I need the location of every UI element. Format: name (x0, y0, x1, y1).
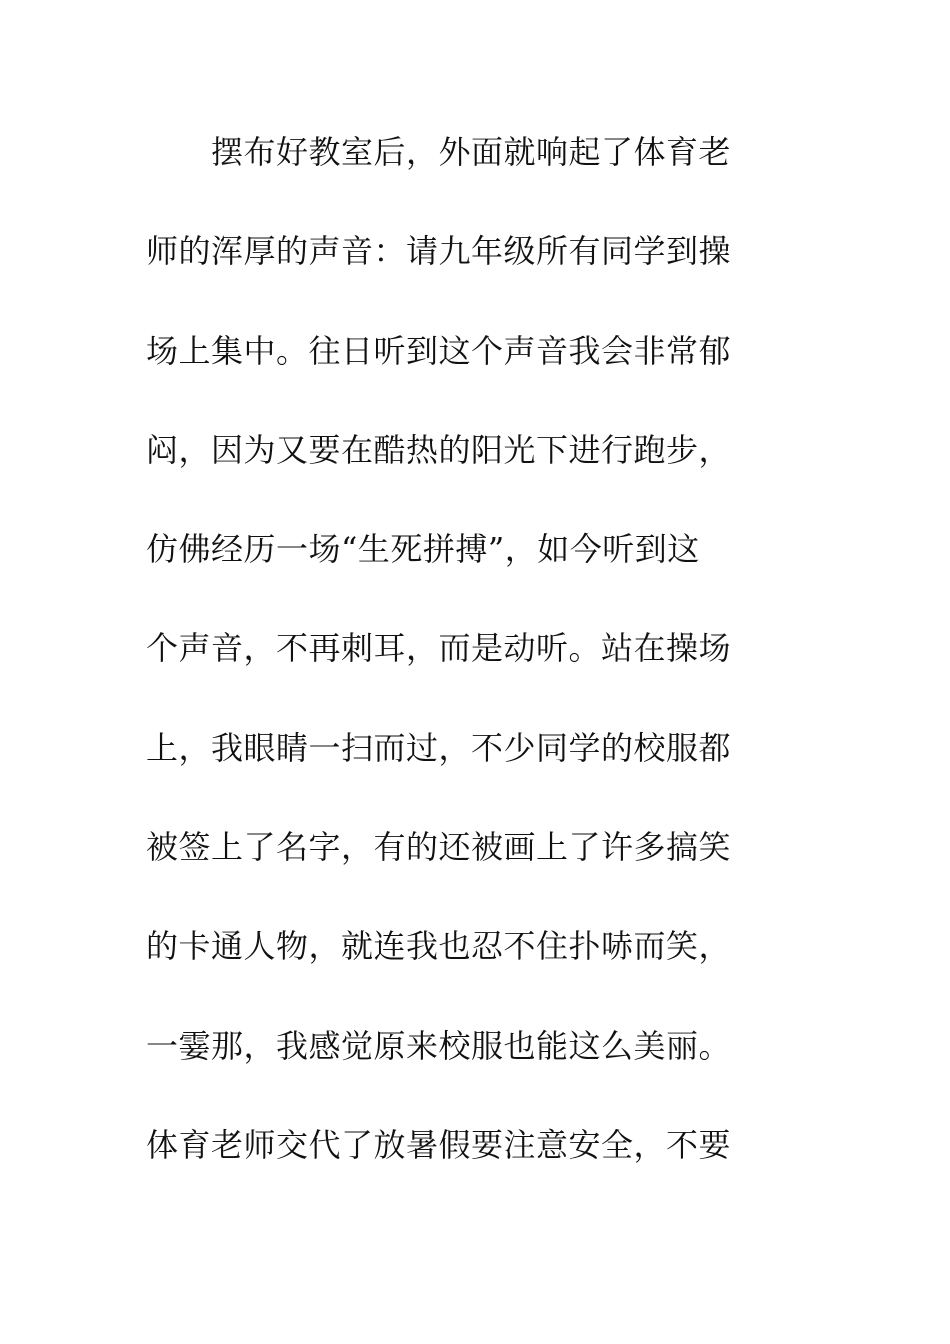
text-line: 被签上了名字，有的还被画上了许多搞笑 (146, 828, 732, 867)
text-line: 闷，因为又要在酷热的阳光下进行跑步， (146, 430, 732, 469)
text-line: 一霎那，我感觉原来校服也能这么美丽。 (146, 1026, 732, 1065)
body-text (146, 123, 786, 1215)
text-line: 的卡通人物，就连我也忍不住扑哧而笑， (146, 927, 732, 966)
text-line: 上，我眼睛一扫而过，不少同学的校服都 (146, 728, 732, 767)
text-line: 仿佛经历一场“生死拼搏”，如今听到这 (146, 530, 700, 569)
text-line: 场上集中。往日听到这个声音我会非常郁 (146, 331, 732, 370)
text-line: 师的浑厚的声音：请九年级所有同学到操 (146, 232, 732, 271)
text-line: 个声音，不再刺耳，而是动听。站在操场 (146, 629, 732, 668)
text-line: 体育老师交代了放暑假要注意安全，不要 (146, 1125, 732, 1164)
text-line: 摆布好教室后，外面就响起了体育老 (146, 133, 732, 171)
